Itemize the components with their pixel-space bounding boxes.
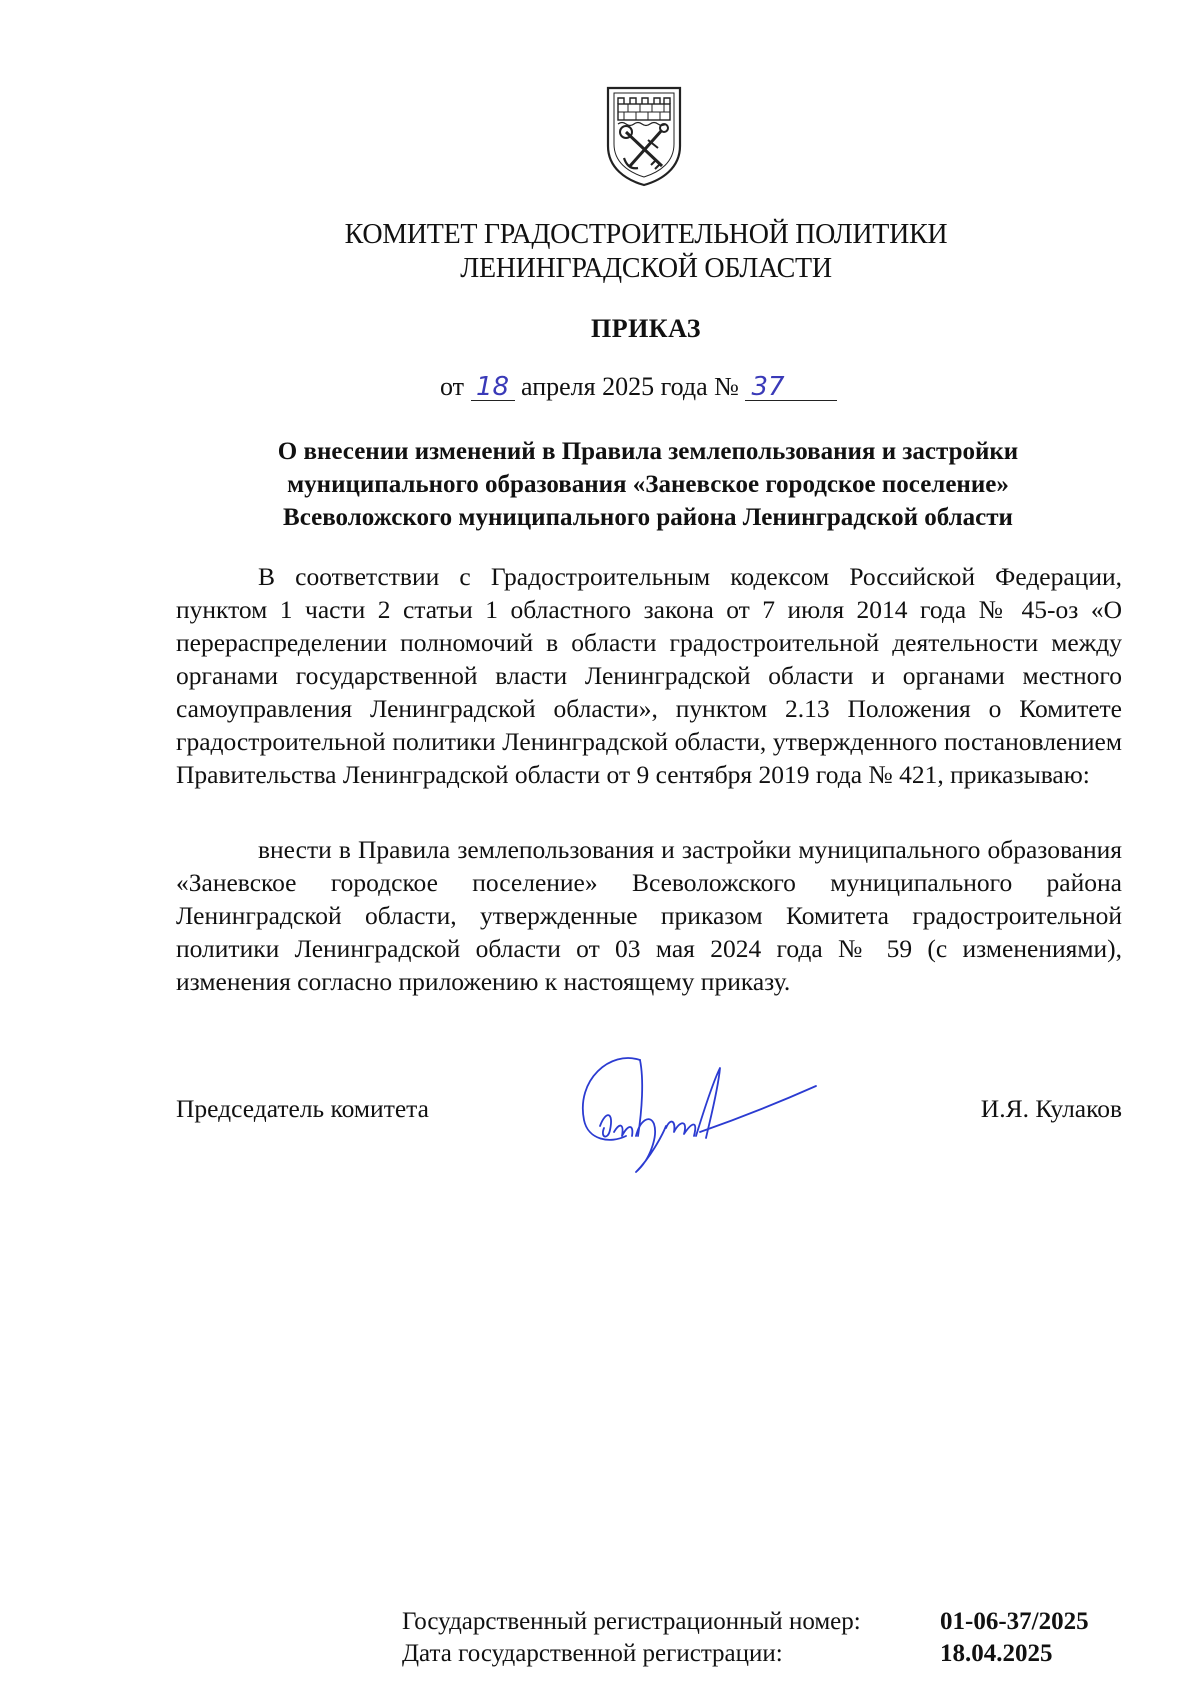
order-date-line xyxy=(440,372,837,402)
subject-line-2: муниципального образования «Заневское городское поселение» xyxy=(287,471,1009,498)
committee-name-line-2: ЛЕНИНГРАДСКОЙ ОБЛАСТИ xyxy=(460,253,832,284)
paragraph-2-text: внести в Правила землепользования и застройки муниципального образования «Заневское городское поселение» Всеволожского муниципального района Ленинградской области, утвержденные приказом Комитета градостроительной политики Ленинградской области от 03 мая 2024 года № 59 (с изменениями), изменения согласно приложению к настоящему приказу. xyxy=(176,835,1122,996)
order-title: ПРИКАЗ xyxy=(590,314,702,343)
order-subject xyxy=(0,435,1200,534)
committee-name-line-1: КОМИТЕТ ГРАДОСТРОИТЕЛЬНОЙ ПОЛИТИКИ xyxy=(344,219,948,250)
signatory-name: И.Я. Кулаков xyxy=(980,1094,1122,1123)
registration-date-value: 18.04.2025 xyxy=(940,1640,1053,1667)
body-paragraph-2 xyxy=(176,833,1122,998)
body-paragraph-1 xyxy=(176,560,1122,791)
handwritten-signature-icon xyxy=(570,1040,830,1180)
order-date-prefix: от xyxy=(440,372,465,401)
registration-date-row xyxy=(402,1638,1053,1670)
paragraph-1-text: В соответствии с Градостроительным кодексом Российской Федерации, пунктом 1 части 2 статьи 1 областного закона от 7 июля 2014 года № 45-оз «О перераспределении полномочий в области градостроительной деятельности между органами государственной власти Ленинградской области и органами местного самоуправления Ленинградской области», пунктом 2.13 Положения о Комитете градостроительной политики Ленинградской области, утвержденного постановлением Правительства Ленинградской области от 9 сентября 2019 года № 421, приказываю: xyxy=(176,562,1122,789)
registration-date-label: Дата государственной регистрации: xyxy=(402,1640,783,1667)
order-month-year: апреля 2025 года № xyxy=(521,372,739,401)
order-number: 37 xyxy=(745,374,837,401)
order-day: 18 xyxy=(471,374,515,401)
registration-number-row xyxy=(402,1606,1089,1638)
subject-line-1: О внесении изменений в Правила землепользования и застройки xyxy=(277,438,1019,465)
coat-of-arms-icon xyxy=(604,84,684,188)
registration-number-value: 01-06-37/2025 xyxy=(940,1608,1089,1635)
registration-number-label: Государственный регистрационный номер: xyxy=(402,1608,861,1635)
signatory-role: Председатель комитета xyxy=(176,1094,429,1123)
subject-line-3: Всеволожского муниципального района Ленинградской области xyxy=(283,504,1013,531)
